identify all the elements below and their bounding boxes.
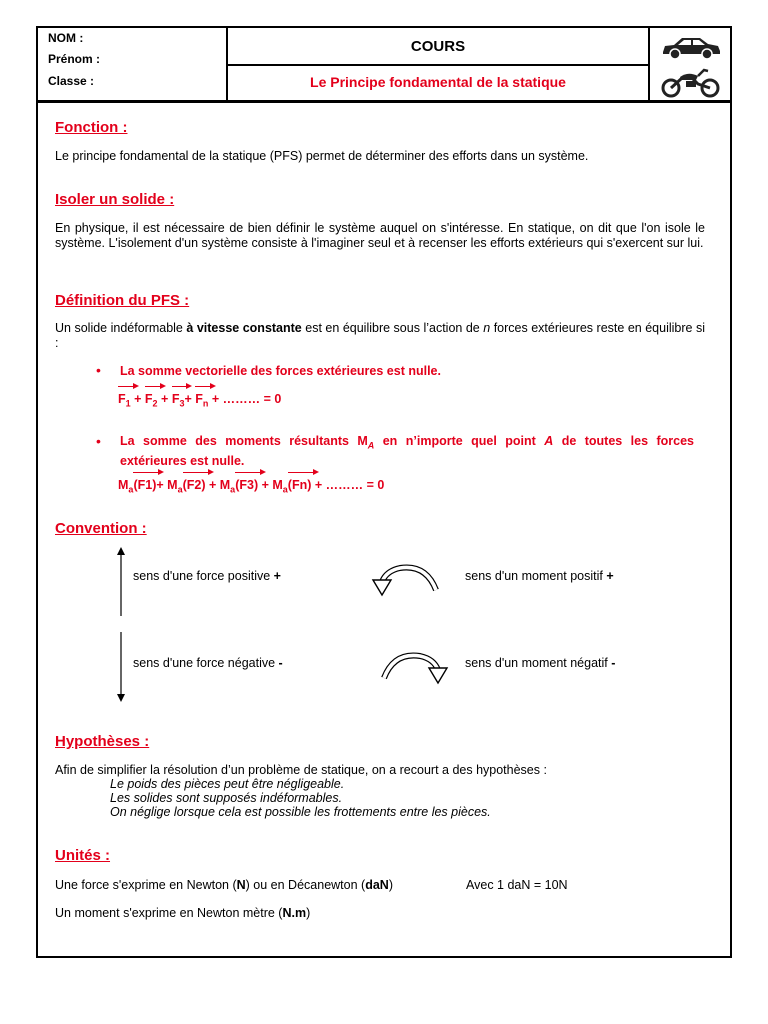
vector-f3: $F_3$ xyxy=(171,392,185,409)
motorcycle-icon xyxy=(660,66,722,98)
hypothesis-item: Le poids des pièces peut être négligeable. xyxy=(110,777,345,791)
course-subtitle: Le Principe fondamental de la statique xyxy=(310,74,566,90)
vehicle-icons-box xyxy=(648,26,732,102)
vector-f1: (F1) xyxy=(133,478,157,492)
fonction-text: Le principe fondamental de la statique (PFS) permet de déterminer des efforts dans un système. xyxy=(55,149,589,163)
equation-forces xyxy=(118,392,281,409)
definition-intro xyxy=(55,321,705,351)
force-positive-label: sens d'une force positive + xyxy=(133,569,281,583)
moment-negative-label: sens d'un moment négatif - xyxy=(465,656,616,670)
student-info-box xyxy=(36,26,228,102)
definition-title: Définition du PFS : xyxy=(55,292,190,309)
clockwise-arrow-icon xyxy=(378,648,450,688)
vector-f1: $F_1$ xyxy=(118,392,131,409)
arrow-down-icon xyxy=(116,632,126,704)
eq-plus: + xyxy=(157,392,172,406)
eq-end: + ……… = 0 xyxy=(208,392,282,406)
convention-title: Convention : xyxy=(55,520,147,537)
isoler-text: En physique, il est nécessaire de bien définir le système auquel on s'intéresse. En statique, on dit que l'on isole le système. L'isolement d'un système consiste à l'imaginer seul et à recenser les efforts extérieurs qui s'exercent sur lui. xyxy=(55,221,705,250)
intro-bold: à vitesse constante xyxy=(186,321,302,335)
intro-part: Un solide indéformable xyxy=(55,321,187,335)
course-title: COURS xyxy=(410,38,466,55)
moment-positive-label: sens d'un moment positif + xyxy=(465,569,614,583)
car-icon xyxy=(660,34,722,60)
intro-part: forces extérieures reste en équilibre si : xyxy=(55,321,705,350)
prenom-label: Prénom : xyxy=(48,52,101,66)
eq-plus: + xyxy=(130,392,145,406)
rule-moments: La somme des moments résultants $M_A$ en n’importe quel point A de toutes les forces extérieures est nulle. xyxy=(120,434,695,468)
bullet-dot: • xyxy=(96,433,101,449)
moment-unit-text: Un moment s'exprime en Newton mètre (N.m) xyxy=(55,906,311,920)
nom-label: NOM : xyxy=(48,31,84,45)
vector-f3: (F3) xyxy=(235,478,259,492)
hypothesis-item: On néglige lorsque cela est possible les frottements entre les pièces. xyxy=(110,805,491,819)
classe-label: Classe : xyxy=(48,74,95,88)
intro-part: est en équilibre sous l’action de xyxy=(301,321,484,335)
vector-f2: $F_2$ xyxy=(144,392,158,409)
hypotheses-title: Hypothèses : xyxy=(55,733,150,750)
course-title-box xyxy=(226,26,650,102)
vector-fn: (Fn) xyxy=(287,478,312,492)
intro-n: n xyxy=(483,321,491,335)
rule-forces: La somme vectorielle des forces extérieures est nulle. xyxy=(120,364,441,378)
vector-f2: (F2) xyxy=(182,478,206,492)
fonction-title: Fonction : xyxy=(55,119,128,136)
hypothesis-item: Les solides sont supposés indéformables. xyxy=(110,791,343,805)
bullet-dot: • xyxy=(96,362,101,378)
eq-plus: + xyxy=(184,392,196,406)
hypotheses-intro: Afin de simplifier la résolution d’un problème de statique, on a recourt a des hypothèses : xyxy=(55,763,547,777)
force-negative-label: sens d'une force négative - xyxy=(133,656,283,670)
counterclockwise-arrow-icon xyxy=(370,560,442,600)
vector-fn: $F_n$ xyxy=(195,392,209,409)
isoler-title: Isoler un solide : xyxy=(55,191,175,208)
equation-moments: $M_a(F1)+ M_a(F2) + M_a(F3) + M_a(Fn)$ + ……… = 0 xyxy=(118,478,385,495)
unites-title: Unités : xyxy=(55,847,111,864)
unit-conversion: Avec 1 daN = 10N xyxy=(466,878,568,892)
force-unit-text: Une force s'exprime en Newton (N) ou en Décanewton (daN) xyxy=(55,878,393,892)
title-divider xyxy=(228,64,648,66)
arrow-up-icon xyxy=(116,546,126,616)
